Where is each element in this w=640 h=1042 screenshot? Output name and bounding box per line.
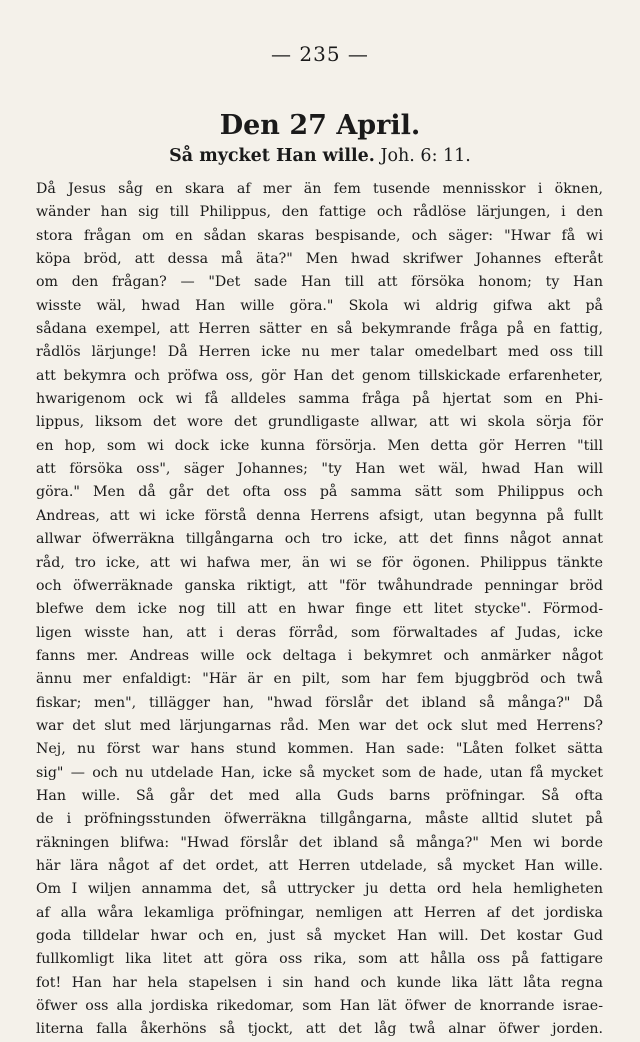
body-text [36, 178, 603, 1042]
text-line: blefwe dem icke nog till att en hwar finge ett litet stycke". Förmod- [36, 601, 603, 618]
text-line: Om I wiljen annamma det, så uttrycker ju detta ord hela hemligheten [36, 881, 603, 898]
text-line: goda tilldelar hwar och en, just så mycket Han will. Det kostar Gud [36, 928, 603, 944]
text-line: att bekymra och pröfwa oss, gör Han det genom tillskickade erfarenheter, [36, 367, 603, 384]
text-line: att försöka oss", säger Johannes; "ty Han wet wäl, hwad Han will [36, 461, 603, 478]
text-line: lippus, liksom det wore det grundligaste allwar, att wi skola sörja för [36, 414, 603, 431]
text-line: fiskar; men", tillägger han, "hwad förslår det ibland så många?" Då [36, 694, 603, 711]
text-line: sådana exempel, att Herren sätter en så bekymrande fråga på en fattig, [36, 321, 603, 338]
text-line: wänder han sig till Philippus, den fattige och rådlöse lärjungen, i den [36, 204, 603, 221]
text-line: Då Jesus såg en skara af mer än fem tusende mennisskor i öknen, [36, 181, 603, 197]
text-line: rådlös lärjunge! Då Herren icke nu mer talar omedelbart med oss till [36, 344, 603, 361]
scripture-heading [0, 146, 640, 166]
text-line: war det slut med lärjungarnas råd. Men war det ock slut med Herrens? [36, 717, 603, 734]
text-line: Han wille. Så går det med alla Guds barns pröfningar. Så ofta [36, 787, 603, 804]
scripture-reference: Joh. 6: 11. [380, 146, 471, 166]
text-line: fot! Han har hela stapelsen i sin hand och kunde lika lätt låta regna [36, 974, 603, 991]
text-line: fullkomligt lika litet att göra oss rika, som att hålla oss på fattigare [36, 951, 603, 968]
text-line: om den frågan? — "Det sade Han till att försöka honom; ty Han [36, 274, 603, 291]
text-line: sig" — och nu utdelade Han, icke så mycket som de hade, utan få mycket [36, 764, 603, 781]
text-line: literna falla åkerhöns så tjockt, att det låg twå alnar öfwer jorden. [36, 1021, 603, 1038]
text-line: ännu mer enfaldigt: "Här är en pilt, som har fem bjuggbröd och twå [36, 671, 603, 688]
text-line: ligen wisste han, att i deras förråd, som förwaltades af Judas, icke [36, 624, 603, 641]
text-line: hwarigenom ock wi få alldeles samma fråga på hjertat som en Phi- [36, 391, 603, 408]
text-line: göra." Men då går det ofta oss på samma sätt som Philippus och [36, 484, 603, 501]
text-line: af alla wåra lekamliga pröfningar, nemligen att Herren af det jordiska [36, 904, 603, 921]
text-line: Nej, nu först war hans stund kommen. Han sade: "Låten folket sätta [36, 741, 603, 758]
text-line: stora frågan om en sådan skaras bespisande, och säger: "Hwar få wi [36, 227, 603, 244]
text-line: de i pröfningsstunden öfwerräkna tillgångarna, måste alltid slutet på [36, 811, 603, 828]
text-line: fanns mer. Andreas wille ock deltaga i bekymret och anmärker något [36, 647, 603, 664]
text-line: köpa bröd, att dessa må äta?" Men hwad skrifwer Johannes efteråt [36, 251, 603, 268]
text-line: allwar öfwerräkna tillgångarna och tro icke, att det finns något annat [36, 531, 603, 548]
scripture-quote: Så mycket Han wille. [169, 146, 375, 166]
text-line: och öfwerräknade ganska riktigt, att "för twåhundrade penningar bröd [36, 577, 603, 594]
text-line: öfwer oss alla jordiska rikedomar, som Han lät öfwer de knorrande israe- [36, 998, 603, 1015]
text-line: här lära något af det ordet, att Herren utdelade, så mycket Han wille. [36, 857, 603, 874]
text-line: en hop, som wi dock icke kunna försörja. Men detta gör Herren "till [36, 437, 603, 454]
text-line: Andreas, att wi icke förstå denna Herrens afsigt, utan begynna på fullt [36, 507, 603, 524]
text-line: wisste wäl, hwad Han wille göra." Skola wi aldrig gifwa akt på [36, 297, 603, 314]
page-number: — 235 — [271, 42, 369, 66]
text-line: råd, tro icke, att wi hafwa mer, än wi se för ögonen. Philippus tänkte [36, 554, 603, 571]
text-line: räkningen blifwa: "Hwad förslår det ibland så många?" Men wi borde [36, 834, 603, 851]
page-title: Den 27 April. [219, 110, 421, 141]
